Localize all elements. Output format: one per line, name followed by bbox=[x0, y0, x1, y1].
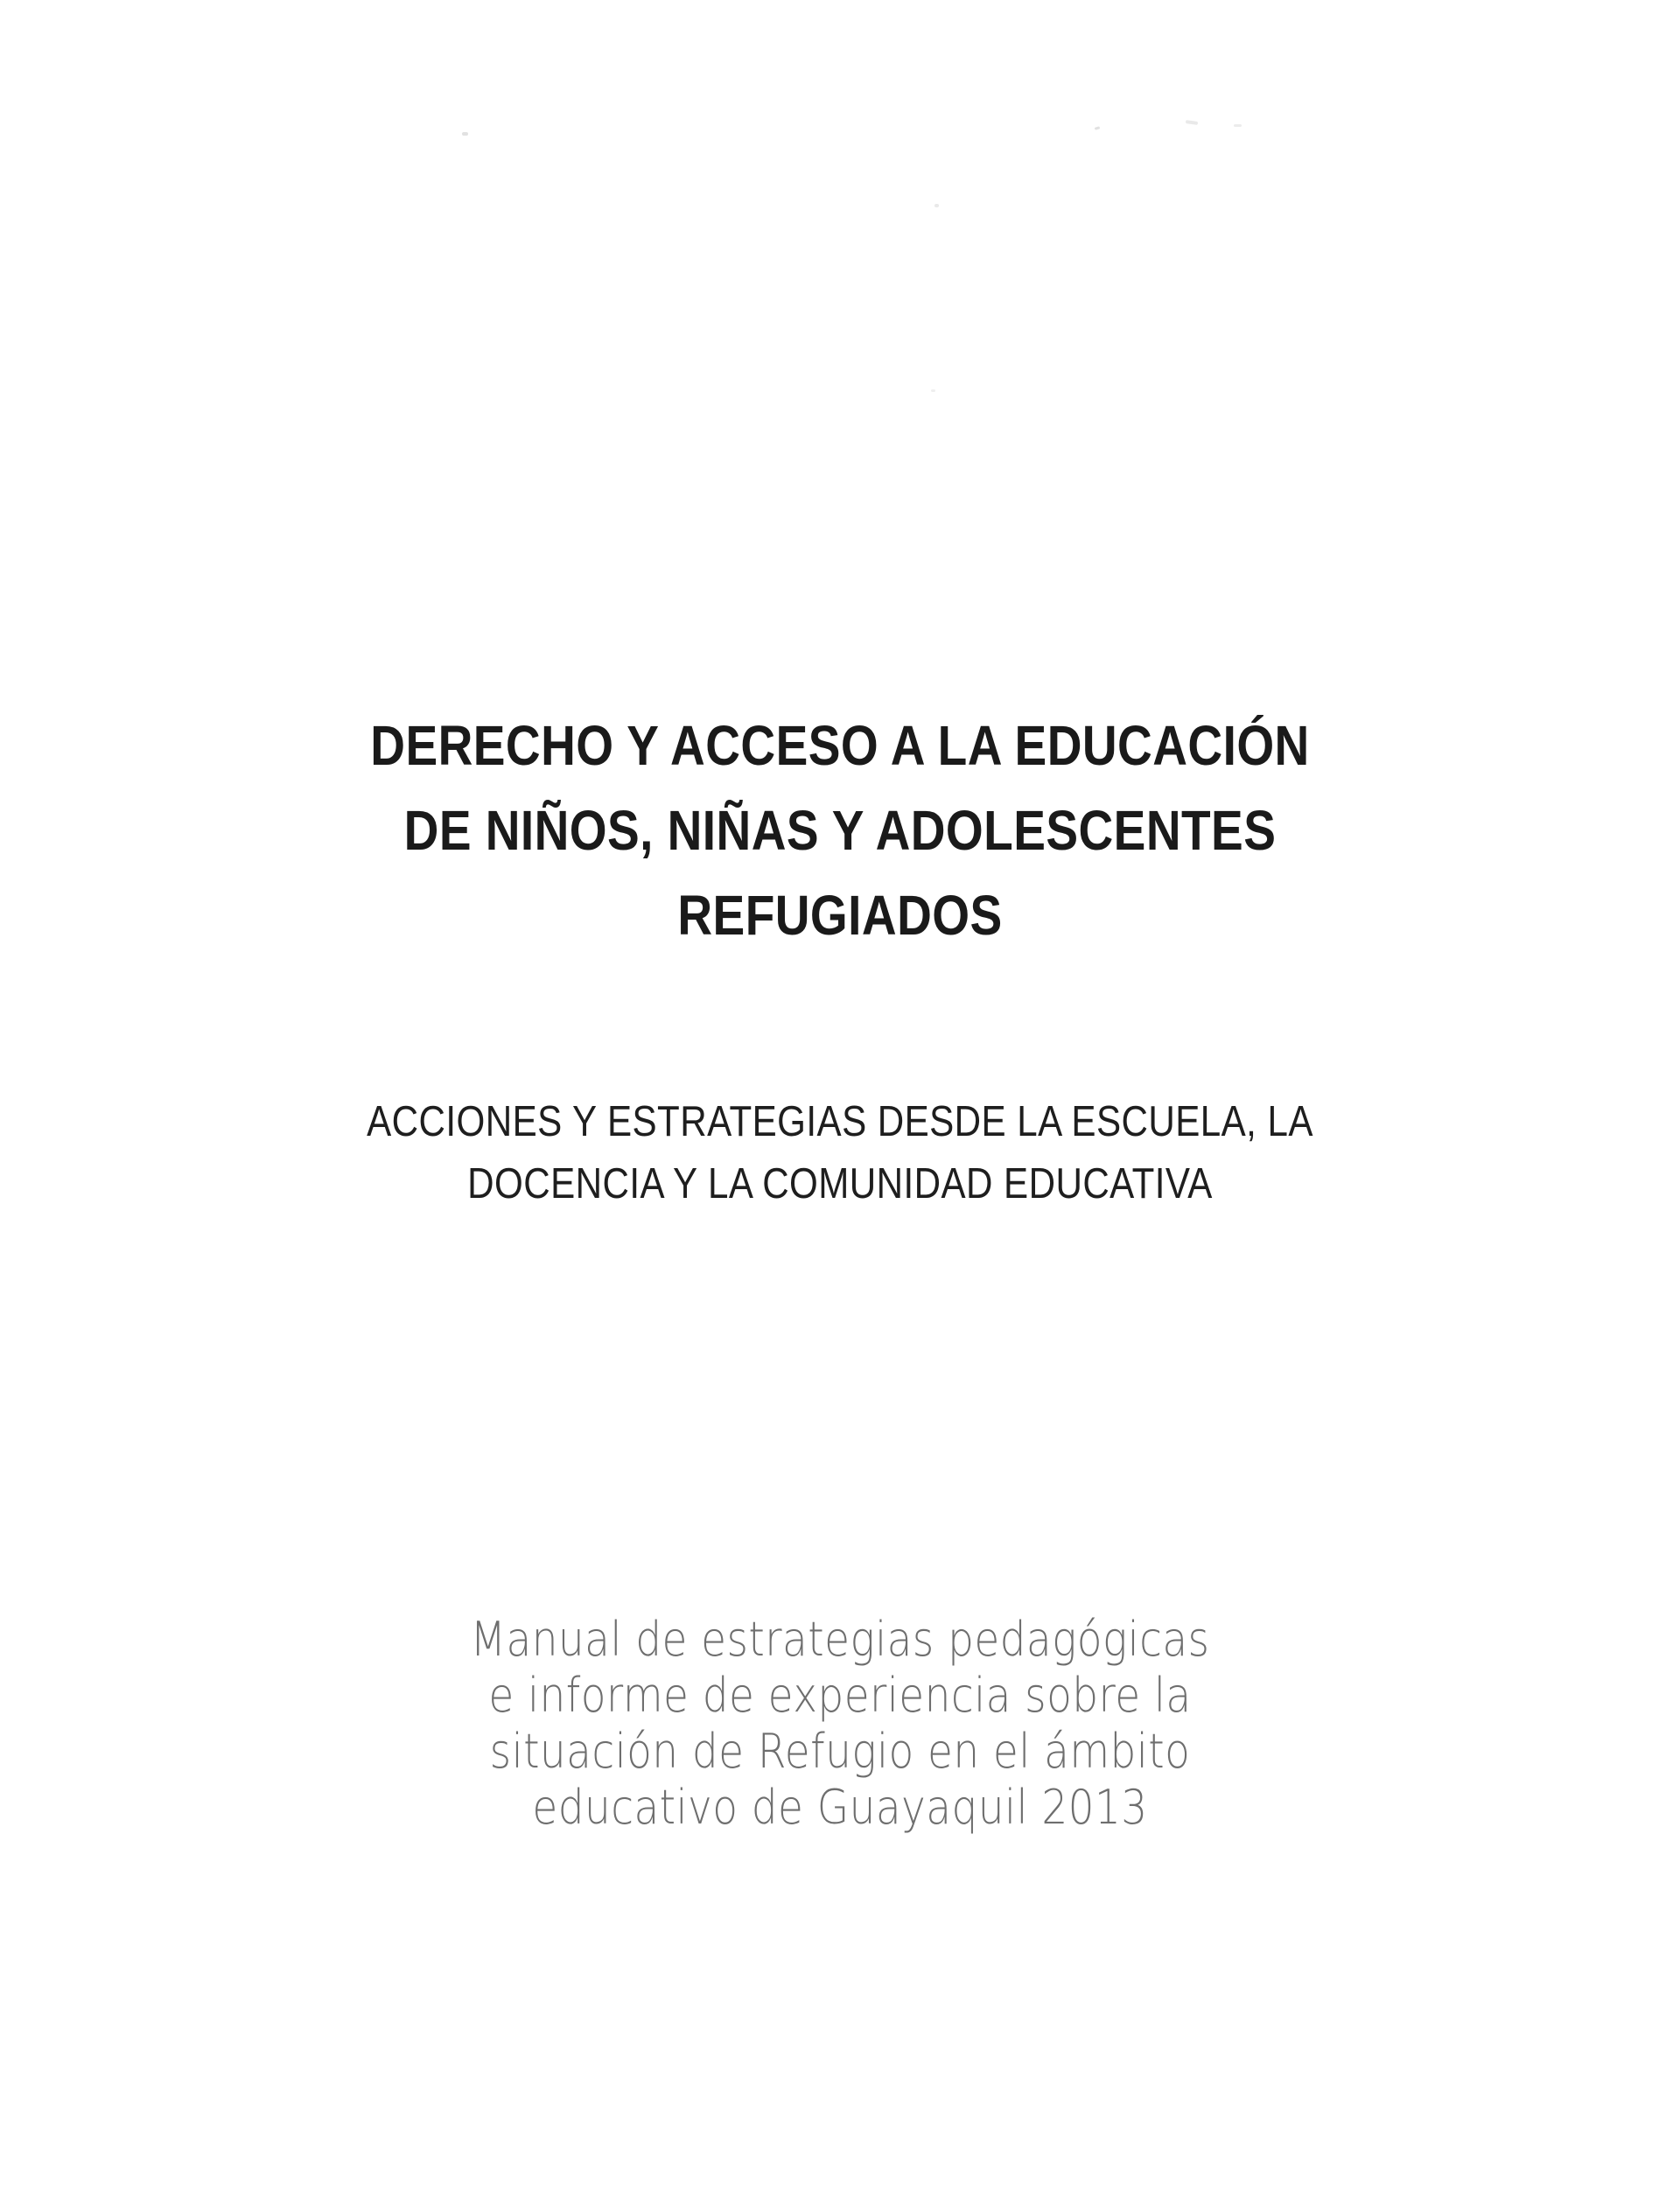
tagline-line: situación de Refugio en el ámbito bbox=[489, 1724, 1191, 1779]
scan-noise-speck bbox=[1095, 126, 1101, 130]
tagline-line: Manual de estrategias pedagógicas bbox=[470, 1612, 1210, 1667]
scan-noise-speck bbox=[1186, 120, 1198, 125]
document-tagline bbox=[109, 1612, 1571, 1836]
scan-noise-speck bbox=[931, 389, 935, 392]
document-subtitle bbox=[117, 1091, 1562, 1215]
subtitle-line: ACCIONES Y ESTRATEGIAS DESDE LA ESCUELA, LA bbox=[367, 1098, 1313, 1145]
document-title bbox=[117, 704, 1562, 958]
title-line: REFUGIADOS bbox=[677, 884, 1003, 947]
title-line: DE NIÑOS, NIÑAS Y ADOLESCENTES bbox=[403, 799, 1277, 862]
scan-noise-speck bbox=[1234, 124, 1242, 127]
tagline-line: educativo de Guayaquil 2013 bbox=[532, 1780, 1148, 1835]
tagline-line: e informe de experiencia sobre la bbox=[488, 1668, 1192, 1723]
subtitle-line: DOCENCIA Y LA COMUNIDAD EDUCATIVA bbox=[467, 1160, 1213, 1208]
scan-noise-speck bbox=[462, 132, 468, 136]
title-line: DERECHO Y ACCESO A LA EDUCACIÓN bbox=[370, 714, 1310, 777]
scan-noise-speck bbox=[934, 204, 939, 207]
